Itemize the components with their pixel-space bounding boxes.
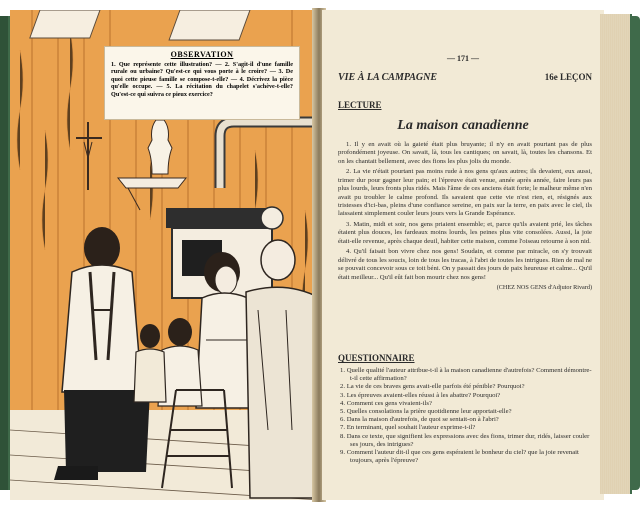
page-edges xyxy=(600,14,632,494)
questionnaire-list xyxy=(338,367,592,465)
lesson-number: 16e LEÇON xyxy=(544,72,592,82)
list-item: 2. La vie de ces braves gens avait-elle parfois été pénible? Pourquoi? xyxy=(340,383,525,391)
page-number: — 171 — xyxy=(447,54,479,63)
observation-box xyxy=(104,46,300,120)
list-item: 3. Les épreuves avaient-elles réussi à les abattre? Pourquoi? xyxy=(340,391,501,399)
right-page xyxy=(322,10,604,500)
paragraph: 1. Il y en avait où la gaieté était plus bruyante; il n'y en avait pourtant pas de plus profondément joyeuse. On savait, là, tous les cantiques; on savait, là, toutes les chansons. Et on les chantait bellement, avec des fions les plus jolis du monde. xyxy=(338,141,592,165)
source-attribution: (CHEZ NOS GENS d'Adjutor Rivard) xyxy=(496,284,592,292)
running-header xyxy=(338,72,592,84)
left-page xyxy=(10,10,320,500)
observation-questions: 1. Que représente cette illustration? — 2. S'agit-il d'une famille rurale ou urbaine? Qu'est-ce qui vous porte à le croire? — 3. De quoi cette pieuse famille se compose-t-elle? — 4. Décrivez la pièce qu'elle occupe. — 5. La récitation du chapelet s'achève-t-elle? Qu'est-ce qui suivra ce pieux exercice? xyxy=(111,61,293,98)
paragraph: 4. Qu'il faisait bon vivre chez nos gens! Soudain, et comme par miracle, on s'y trouvait délivré de tous les soucis, loin de tous les tracas, à l'abri de toutes les intrigues. Rien de mal ne se pouvait concevoir sous ce toit béni. On y passait des jours de paix heureuse et calme... Qu'il était meilleur... Qu'il eût fait bon mourir chez nos gens! xyxy=(338,248,592,281)
section-heading-questionnaire: QUESTIONNAIRE xyxy=(338,353,415,363)
list-item: 7. En terminant, quel souhait l'auteur exprime-t-il? xyxy=(340,424,476,432)
reading-title: La maison canadienne xyxy=(397,118,529,133)
cover-spine-edge xyxy=(0,16,8,490)
list-item: 6. Dans la maison d'autrefois, de quoi se sentait-on à l'abri? xyxy=(340,416,499,424)
list-item: 1. Quelle qualité l'auteur attribue-t-il à la maison canadienne d'autrefois? Comment démontre-t-il cette affirmation? xyxy=(340,367,592,383)
paragraph: 3. Matin, midi et soir, nos gens priaient ensemble; et, parce qu'ils avaient prié, les tâches étaient plus douces, les fardeaux moins lourds, les peines plus vite consolées. Aussi, la joie était-elle revenue, après chaque deuil, habiter cette maison, comme l'oiseau retourne à son nid. xyxy=(338,221,592,245)
list-item: 9. Comment l'auteur dit-il que ces gens espéraient le bonheur du ciel? que la joie revenait toujours, après l'épreuve? xyxy=(340,449,579,465)
list-item: 8. Dans ce texte, que signifient les expressions avec des fions, trimer dur, ridés, laisser couler ses jours, des intrigues? xyxy=(340,432,590,448)
running-title: VIE À LA CAMPAGNE xyxy=(338,72,438,83)
list-item: 5. Quelles consolations la prière quotidienne leur apportait-elle? xyxy=(340,408,512,416)
section-heading-lecture: LECTURE xyxy=(338,100,382,110)
paragraph: 2. La vie n'était pourtant pas moins rude à nos gens qu'aux autres; ils devaient, eux aussi, trimer dur pour gagner leur pain; et l'épreuve était venue, année après année, faire leurs pas plus lourds, leurs fronts plus ridés. Mais l'âme de ces anciens était forte; le malheur même n'en avait pu troubler le calme profond. Ils savaient que cette vie n'est rien, et, résignés aux tristesses d'ici-bas, pleins d'une confiance sereine, en paix sur la terre, en paix avec le ciel, ils laissaient simplement couler leurs jours vers la Grande Espérance. xyxy=(338,168,592,218)
observation-title: OBSERVATION xyxy=(170,50,234,59)
reading-body xyxy=(338,141,592,293)
list-item: 4. Comment ces gens vivaient-ils? xyxy=(340,399,432,407)
